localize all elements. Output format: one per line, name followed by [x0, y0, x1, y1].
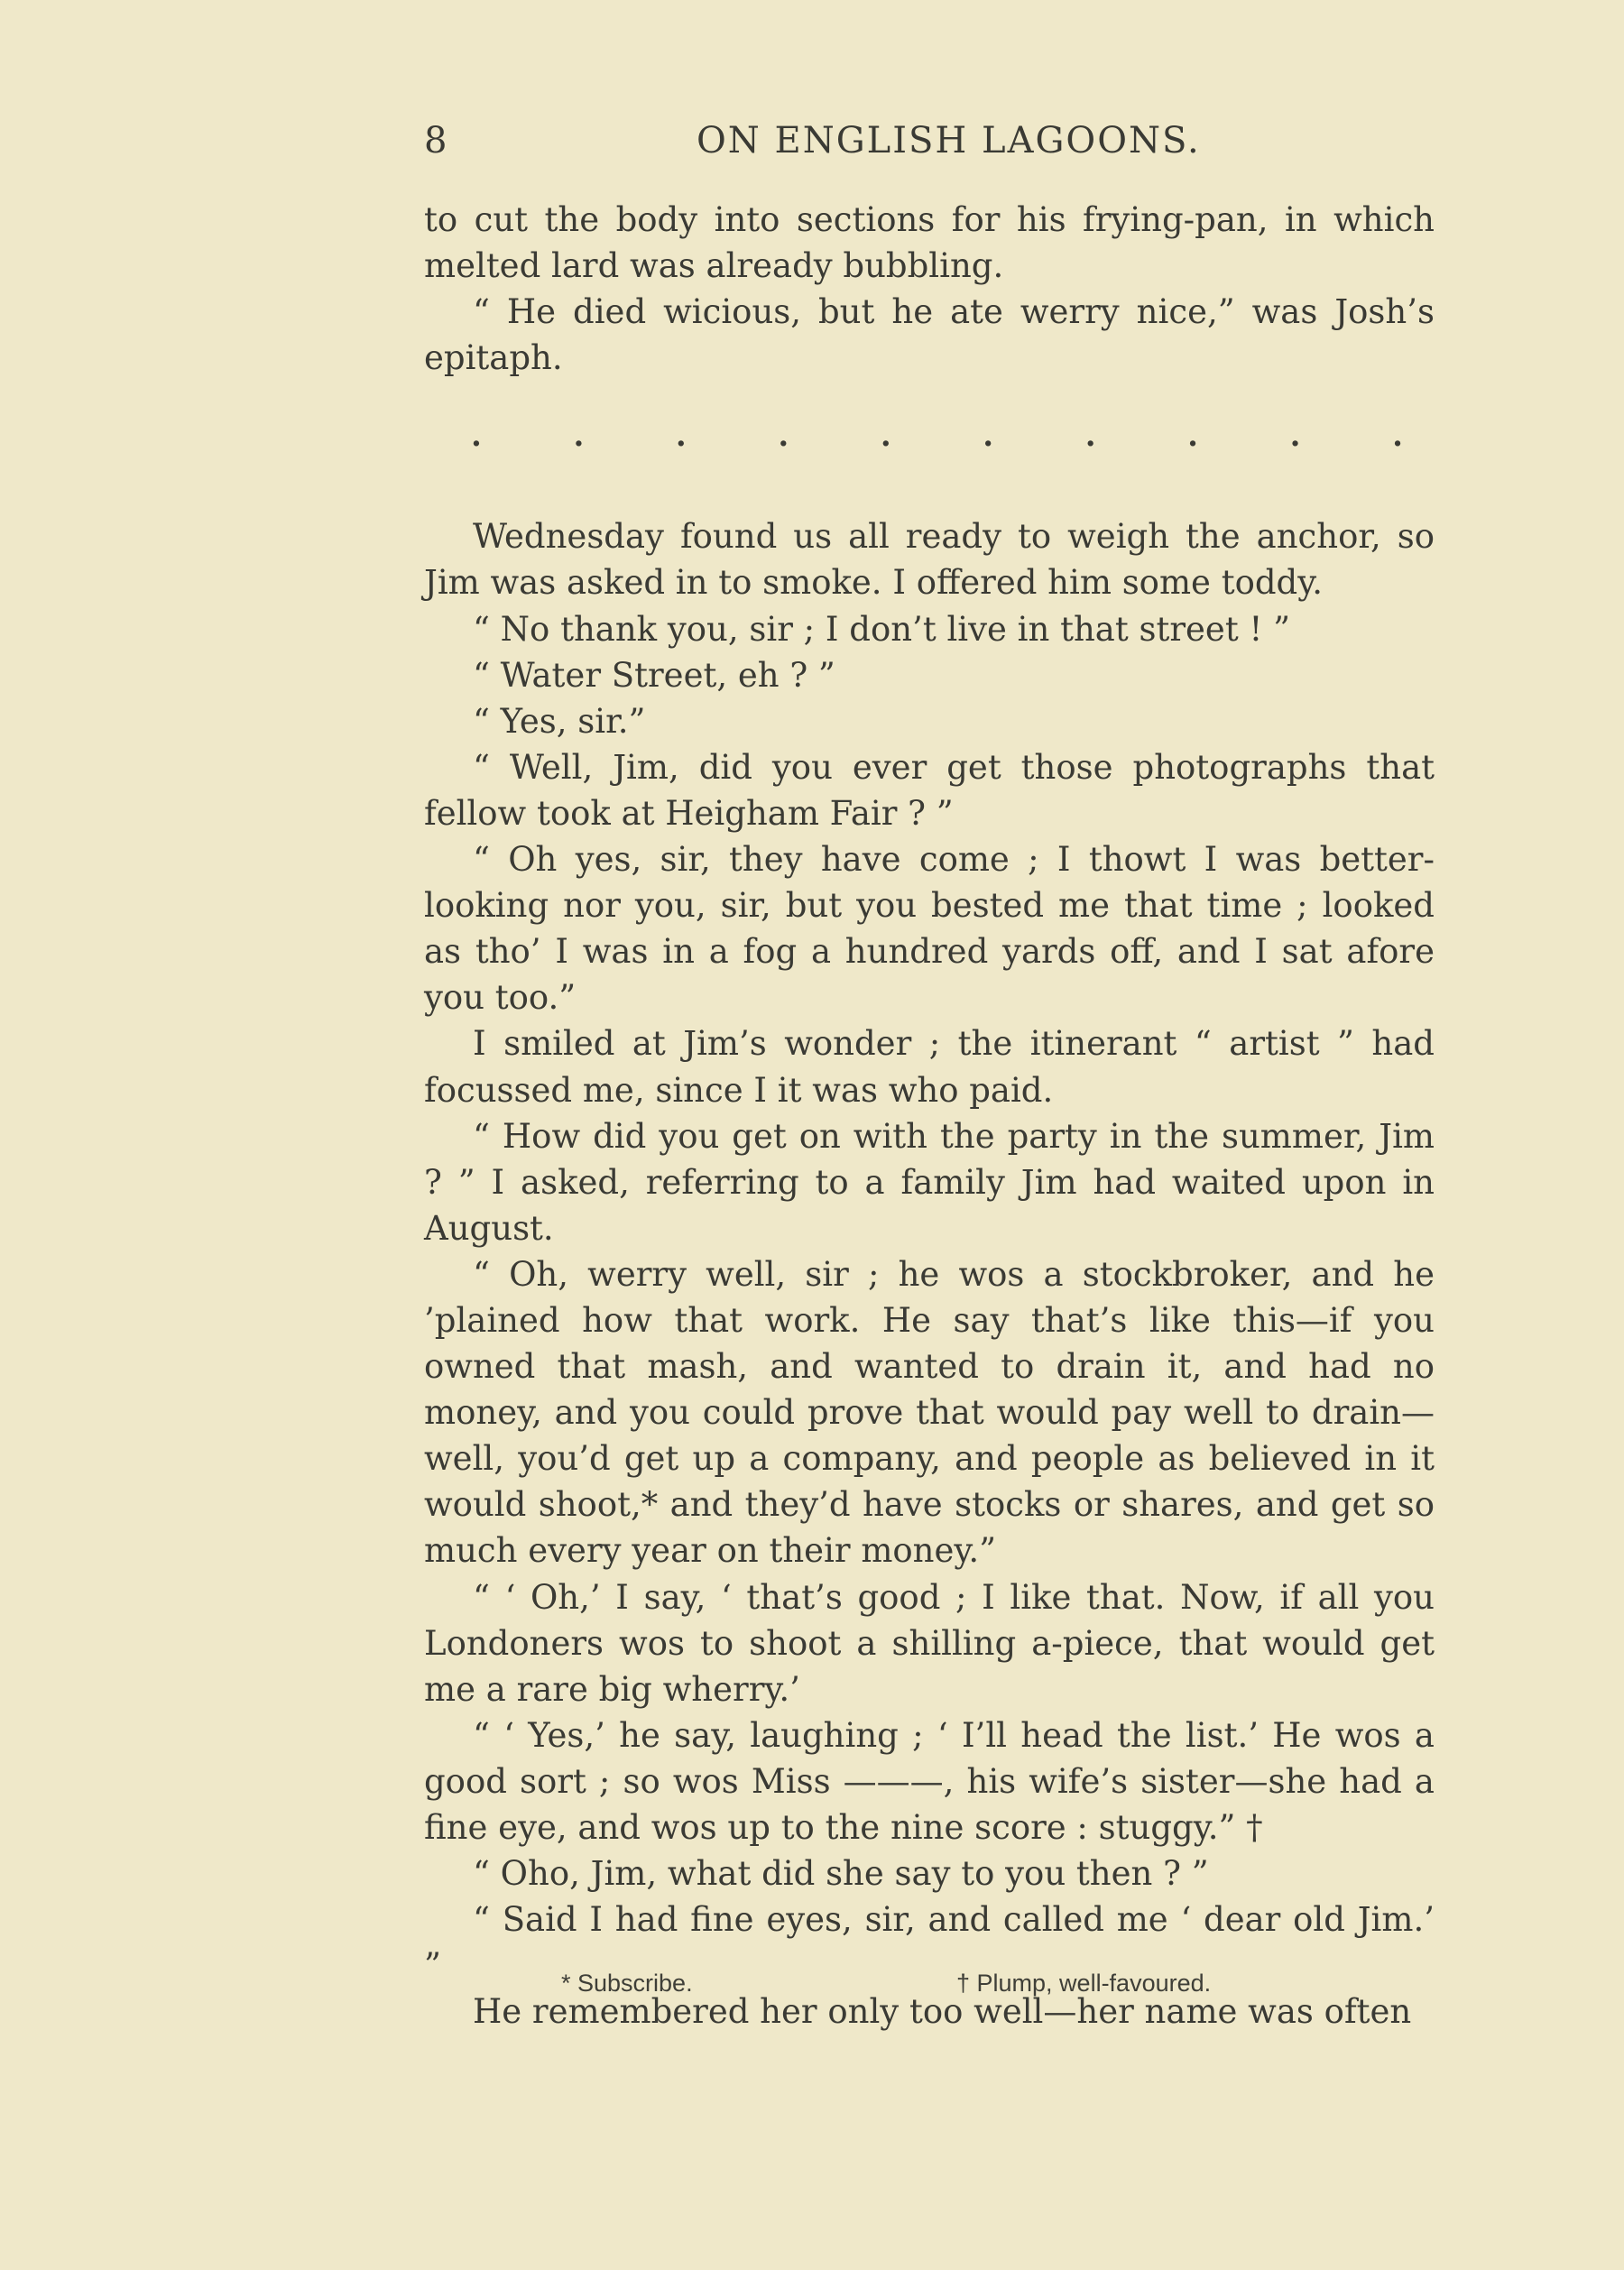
paragraph: “ Water Street, eh ? ” [473, 655, 835, 695]
running-title: ON ENGLISH LAGOONS. [697, 120, 1201, 161]
separator-dot: . [880, 418, 891, 455]
separator-dot: . [1187, 418, 1199, 455]
paragraph: “ Oho, Jim, what did she say to you then ? ” [473, 1854, 1209, 1894]
paragraph: “ He died wicious, but he ate werry nice,” was Josh’s epitaph. [424, 292, 1435, 378]
separator-dot: . [778, 418, 789, 455]
paragraph: “ Oh yes, sir, they have come ; I thowt I was better-looking nor you, sir, but you bested me that time ; looked as tho’ I was in a fog a hundred yards off, and I sat afore you too.” [424, 840, 1435, 1018]
paragraph: He remembered her only too well—her name was often [473, 1992, 1412, 2032]
section-separator [424, 413, 1435, 459]
footnote-subscribe: * Subscribe. [561, 1970, 693, 1997]
separator-dot: . [1084, 418, 1096, 455]
separator-dot: . [573, 418, 585, 455]
footnote-plump: † Plump, well-favoured. [956, 1970, 1212, 1997]
paragraph: “ ‘ Yes,’ he say, laughing ; ‘ I’ll head the list.’ He wos a good sort ; so wos Miss ———, his wife’s sister—she had a fine eye, and wos up to the nine score : stuggy.” † [424, 1715, 1435, 1847]
paragraph: Wednesday found us all ready to weigh the anchor, so Jim was asked in to smoke. I offered him some toddy. [424, 517, 1435, 603]
separator-dot: . [675, 418, 687, 455]
page-number: 8 [424, 120, 449, 161]
separator-dot: . [983, 418, 994, 455]
separator-dot: . [471, 418, 482, 455]
running-head [424, 120, 1435, 174]
page-body [424, 197, 1435, 2035]
paragraph: I smiled at Jim’s wonder ; the itinerant “ artist ” had focussed me, since I it was who paid. [424, 1024, 1435, 1110]
separator-dot: . [1289, 418, 1301, 455]
paragraph: “ Said I had fine eyes, sir, and called me ‘ dear old Jim.’ ” [424, 1900, 1435, 1986]
paragraph: “ No thank you, sir ; I don’t live in that street ! ” [473, 609, 1290, 649]
separator-dot: . [1392, 418, 1403, 455]
paragraph: “ How did you get on with the party in the summer, Jim ? ” I asked, referring to a family Jim had waited upon in August. [424, 1116, 1435, 1248]
paragraph: to cut the body into sections for his frying-pan, in which melted lard was already bubbling. [424, 200, 1435, 286]
paragraph: “ Well, Jim, did you ever get those photographs that fellow took at Heigham Fair ? ” [424, 747, 1435, 833]
paragraph: “ ‘ Oh,’ I say, ‘ that’s good ; I like that. Now, if all you Londoners wos to shoot a shilling a-piece, that would get me a rare big wherry.’ [424, 1577, 1435, 1709]
paragraph: “ Oh, werry well, sir ; he wos a stockbroker, and he ’plained how that work. He say that’s like this—if you owned that mash, and wanted to drain it, and had no money, and you could prove that would pay well to drain—well, you’d get up a company, and people as believed in it would shoot,* and they’d have stocks or shares, and get so much every year on their money.” [424, 1254, 1435, 1571]
paragraph: “ Yes, sir.” [473, 701, 646, 741]
footnotes [0, 1970, 1624, 2009]
